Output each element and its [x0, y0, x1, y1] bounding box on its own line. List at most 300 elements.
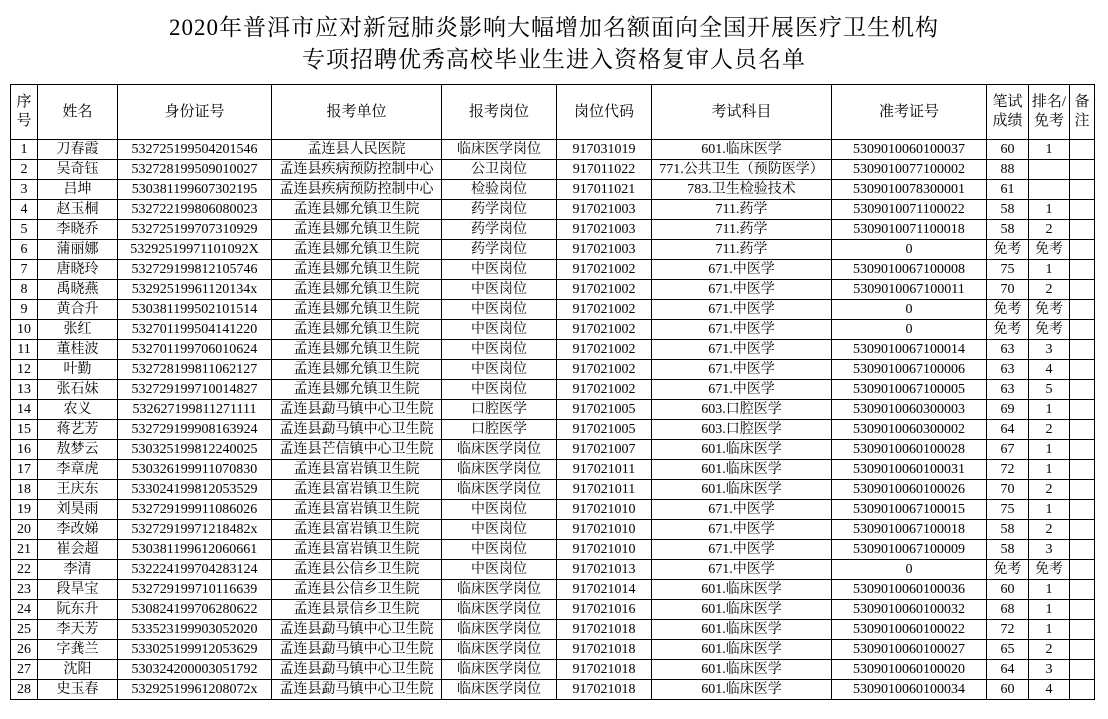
header-cell-position: 报考岗位: [442, 85, 557, 140]
header-cell-unit: 报考单位: [272, 85, 442, 140]
header-cell-note: 备注: [1070, 85, 1095, 140]
cell-name: 李晓乔: [38, 220, 118, 240]
cell-score: 75: [987, 500, 1029, 520]
cell-code: 917021016: [557, 600, 652, 620]
cell-code: 917021010: [557, 540, 652, 560]
cell-score: 61: [987, 180, 1029, 200]
cell-score: 64: [987, 420, 1029, 440]
cell-id: 530326199911070830: [118, 460, 272, 480]
cell-index: 7: [11, 260, 38, 280]
cell-subject: 671.中医学: [652, 300, 832, 320]
cell-note: [1070, 180, 1095, 200]
cell-rank: 1: [1029, 140, 1070, 160]
cell-index: 4: [11, 200, 38, 220]
cell-index: 15: [11, 420, 38, 440]
cell-id: 533024199812053529: [118, 480, 272, 500]
cell-name: 字龚兰: [38, 640, 118, 660]
cell-score: 88: [987, 160, 1029, 180]
cell-position: 中医岗位: [442, 280, 557, 300]
cell-score: 64: [987, 660, 1029, 680]
cell-score: 68: [987, 600, 1029, 620]
cell-position: 临床医学岗位: [442, 140, 557, 160]
cell-id: 530381199612060661: [118, 540, 272, 560]
cell-index: 3: [11, 180, 38, 200]
cell-name: 赵玉桐: [38, 200, 118, 220]
cell-unit: 孟连县娜允镇卫生院: [272, 220, 442, 240]
cell-code: 917021011: [557, 460, 652, 480]
cell-subject: 671.中医学: [652, 540, 832, 560]
cell-subject: 601.临床医学: [652, 580, 832, 600]
cell-index: 2: [11, 160, 38, 180]
cell-position: 中医岗位: [442, 520, 557, 540]
cell-unit: 孟连县勐马镇中心卫生院: [272, 420, 442, 440]
table-row: [11, 300, 1095, 320]
cell-note: [1070, 500, 1095, 520]
cell-name: 段旱宝: [38, 580, 118, 600]
cell-name: 叶勤: [38, 360, 118, 380]
cell-id: 532729199908163924: [118, 420, 272, 440]
cell-position: 口腔医学: [442, 400, 557, 420]
cell-subject: 671.中医学: [652, 340, 832, 360]
cell-note: [1070, 300, 1095, 320]
header-cell-id: 身份证号: [118, 85, 272, 140]
cell-ticket: 5309010060100028: [832, 440, 987, 460]
cell-note: [1070, 320, 1095, 340]
cell-score: 58: [987, 540, 1029, 560]
cell-score: 58: [987, 520, 1029, 540]
cell-name: 黄合升: [38, 300, 118, 320]
cell-unit: 孟连县勐马镇中心卫生院: [272, 400, 442, 420]
cell-unit: 孟连县富岩镇卫生院: [272, 540, 442, 560]
cell-unit: 孟连县娜允镇卫生院: [272, 280, 442, 300]
cell-index: 12: [11, 360, 38, 380]
cell-name: 蒲丽娜: [38, 240, 118, 260]
cell-ticket: 5309010060100032: [832, 600, 987, 620]
cell-name: 张石妹: [38, 380, 118, 400]
cell-unit: 孟连县疾病预防控制中心: [272, 180, 442, 200]
cell-subject: 711.药学: [652, 240, 832, 260]
cell-subject: 671.中医学: [652, 500, 832, 520]
cell-code: 917021003: [557, 240, 652, 260]
cell-code: 917021002: [557, 300, 652, 320]
table-header-row: [11, 85, 1095, 140]
cell-ticket: 0: [832, 300, 987, 320]
cell-ticket: 5309010060100027: [832, 640, 987, 660]
cell-position: 中医岗位: [442, 540, 557, 560]
cell-unit: 孟连县富岩镇卫生院: [272, 480, 442, 500]
cell-ticket: 0: [832, 320, 987, 340]
cell-unit: 孟连县娜允镇卫生院: [272, 300, 442, 320]
table-row: [11, 440, 1095, 460]
cell-index: 28: [11, 680, 38, 700]
cell-rank: [1029, 180, 1070, 200]
cell-index: 25: [11, 620, 38, 640]
cell-code: 917021013: [557, 560, 652, 580]
cell-rank: 4: [1029, 680, 1070, 700]
cell-index: 14: [11, 400, 38, 420]
cell-subject: 601.临床医学: [652, 140, 832, 160]
cell-index: 10: [11, 320, 38, 340]
table-row: [11, 240, 1095, 260]
table-row: [11, 640, 1095, 660]
cell-code: 917021002: [557, 280, 652, 300]
cell-rank: 2: [1029, 640, 1070, 660]
cell-score: 70: [987, 480, 1029, 500]
cell-note: [1070, 220, 1095, 240]
cell-subject: 601.临床医学: [652, 620, 832, 640]
header-cell-ticket: 准考证号: [832, 85, 987, 140]
cell-name: 史玉春: [38, 680, 118, 700]
cell-score: 60: [987, 680, 1029, 700]
cell-subject: 671.中医学: [652, 380, 832, 400]
cell-ticket: 5309010060100020: [832, 660, 987, 680]
header-cell-score: 笔试成绩: [987, 85, 1029, 140]
cell-name: 沈阳: [38, 660, 118, 680]
cell-id: 53292519971101092X: [118, 240, 272, 260]
cell-subject: 601.临床医学: [652, 600, 832, 620]
document-title-line2: 专项招聘优秀高校毕业生进入资格复审人员名单: [302, 47, 806, 72]
cell-score: 免考: [987, 320, 1029, 340]
cell-name: 王庆东: [38, 480, 118, 500]
cell-note: [1070, 340, 1095, 360]
cell-name: 崔会超: [38, 540, 118, 560]
cell-id: 532725199707310929: [118, 220, 272, 240]
cell-subject: 671.中医学: [652, 560, 832, 580]
cell-rank: 3: [1029, 540, 1070, 560]
cell-subject: 603.口腔医学: [652, 420, 832, 440]
cell-score: 75: [987, 260, 1029, 280]
cell-name: 李清: [38, 560, 118, 580]
cell-ticket: 5309010071100022: [832, 200, 987, 220]
cell-code: 917021003: [557, 220, 652, 240]
cell-index: 13: [11, 380, 38, 400]
table-row: [11, 280, 1095, 300]
table-row: [11, 160, 1095, 180]
cell-note: [1070, 380, 1095, 400]
cell-id: 533523199903052020: [118, 620, 272, 640]
cell-note: [1070, 440, 1095, 460]
cell-index: 23: [11, 580, 38, 600]
cell-name: 李章虎: [38, 460, 118, 480]
cell-note: [1070, 200, 1095, 220]
cell-id: 533025199912053629: [118, 640, 272, 660]
cell-position: 临床医学岗位: [442, 460, 557, 480]
cell-ticket: 5309010067100018: [832, 520, 987, 540]
cell-rank: 免考: [1029, 560, 1070, 580]
cell-ticket: 5309010067100005: [832, 380, 987, 400]
cell-position: 中医岗位: [442, 360, 557, 380]
cell-rank: 3: [1029, 660, 1070, 680]
cell-position: 公卫岗位: [442, 160, 557, 180]
cell-id: 532701199706010624: [118, 340, 272, 360]
cell-note: [1070, 680, 1095, 700]
cell-ticket: 5309010060100026: [832, 480, 987, 500]
cell-subject: 603.口腔医学: [652, 400, 832, 420]
cell-score: 65: [987, 640, 1029, 660]
cell-ticket: 0: [832, 240, 987, 260]
cell-subject: 671.中医学: [652, 320, 832, 340]
cell-id: 532729199710116639: [118, 580, 272, 600]
cell-note: [1070, 540, 1095, 560]
cell-note: [1070, 400, 1095, 420]
cell-score: 69: [987, 400, 1029, 420]
cell-unit: 孟连县疾病预防控制中心: [272, 160, 442, 180]
table-row: [11, 460, 1095, 480]
cell-subject: 783.卫生检验技术: [652, 180, 832, 200]
table-row: [11, 420, 1095, 440]
table-row: [11, 660, 1095, 680]
cell-position: 药学岗位: [442, 200, 557, 220]
cell-note: [1070, 600, 1095, 620]
cell-ticket: 5309010067100008: [832, 260, 987, 280]
cell-name: 董桂波: [38, 340, 118, 360]
cell-rank: 免考: [1029, 240, 1070, 260]
cell-score: 72: [987, 620, 1029, 640]
cell-subject: 671.中医学: [652, 520, 832, 540]
cell-code: 917031019: [557, 140, 652, 160]
cell-position: 临床医学岗位: [442, 640, 557, 660]
cell-rank: 2: [1029, 520, 1070, 540]
cell-id: 53272919971218482x: [118, 520, 272, 540]
cell-id: 530325199812240025: [118, 440, 272, 460]
cell-id: 532729199710014827: [118, 380, 272, 400]
cell-code: 917021005: [557, 400, 652, 420]
cell-subject: 601.临床医学: [652, 440, 832, 460]
cell-unit: 孟连县娜允镇卫生院: [272, 240, 442, 260]
cell-code: 917021011: [557, 480, 652, 500]
cell-subject: 671.中医学: [652, 260, 832, 280]
cell-id: 530324200003051792: [118, 660, 272, 680]
cell-unit: 孟连县富岩镇卫生院: [272, 460, 442, 480]
cell-name: 阮东升: [38, 600, 118, 620]
cell-score: 58: [987, 220, 1029, 240]
cell-rank: 1: [1029, 500, 1070, 520]
cell-note: [1070, 520, 1095, 540]
table-row: [11, 180, 1095, 200]
cell-score: 58: [987, 200, 1029, 220]
cell-index: 27: [11, 660, 38, 680]
cell-name: 蒋艺芳: [38, 420, 118, 440]
cell-rank: 2: [1029, 280, 1070, 300]
cell-unit: 孟连县娜允镇卫生院: [272, 320, 442, 340]
table-row: [11, 400, 1095, 420]
cell-rank: 1: [1029, 260, 1070, 280]
cell-code: 917021002: [557, 320, 652, 340]
cell-unit: 孟连县勐马镇中心卫生院: [272, 620, 442, 640]
cell-rank: 免考: [1029, 320, 1070, 340]
cell-rank: 1: [1029, 400, 1070, 420]
cell-code: 917021018: [557, 660, 652, 680]
cell-ticket: 0: [832, 560, 987, 580]
cell-rank: 5: [1029, 380, 1070, 400]
cell-code: 917021007: [557, 440, 652, 460]
header-cell-code: 岗位代码: [557, 85, 652, 140]
cell-index: 18: [11, 480, 38, 500]
cell-index: 1: [11, 140, 38, 160]
cell-id: 532728199811062127: [118, 360, 272, 380]
cell-score: 63: [987, 360, 1029, 380]
cell-ticket: 5309010067100014: [832, 340, 987, 360]
table-row: [11, 360, 1095, 380]
cell-index: 22: [11, 560, 38, 580]
cell-rank: 1: [1029, 460, 1070, 480]
cell-note: [1070, 620, 1095, 640]
cell-id: 53292519961120134x: [118, 280, 272, 300]
cell-name: 禹晓燕: [38, 280, 118, 300]
cell-id: 532725199504201546: [118, 140, 272, 160]
cell-note: [1070, 360, 1095, 380]
cell-code: 917011022: [557, 160, 652, 180]
cell-position: 药学岗位: [442, 220, 557, 240]
cell-code: 917021005: [557, 420, 652, 440]
table-row: [11, 560, 1095, 580]
cell-position: 口腔医学: [442, 420, 557, 440]
cell-ticket: 5309010060100022: [832, 620, 987, 640]
cell-name: 敖梦云: [38, 440, 118, 460]
cell-id: 530824199706280622: [118, 600, 272, 620]
cell-subject: 601.临床医学: [652, 640, 832, 660]
cell-note: [1070, 240, 1095, 260]
cell-ticket: 5309010060100034: [832, 680, 987, 700]
cell-unit: 孟连县娜允镇卫生院: [272, 360, 442, 380]
cell-ticket: 5309010077100002: [832, 160, 987, 180]
cell-ticket: 5309010060100036: [832, 580, 987, 600]
cell-position: 中医岗位: [442, 340, 557, 360]
cell-ticket: 5309010078300001: [832, 180, 987, 200]
cell-ticket: 5309010060100031: [832, 460, 987, 480]
cell-index: 20: [11, 520, 38, 540]
cell-subject: 711.药学: [652, 200, 832, 220]
cell-code: 917021014: [557, 580, 652, 600]
cell-position: 中医岗位: [442, 260, 557, 280]
cell-id: 532701199504141220: [118, 320, 272, 340]
cell-unit: 孟连县公信乡卫生院: [272, 580, 442, 600]
cell-name: 李天芳: [38, 620, 118, 640]
cell-score: 70: [987, 280, 1029, 300]
cell-unit: 孟连县芒信镇中心卫生院: [272, 440, 442, 460]
cell-id: 53292519961208072x: [118, 680, 272, 700]
cell-unit: 孟连县人民医院: [272, 140, 442, 160]
cell-code: 917021010: [557, 500, 652, 520]
cell-code: 917011021: [557, 180, 652, 200]
table-row: [11, 220, 1095, 240]
cell-position: 临床医学岗位: [442, 440, 557, 460]
cell-subject: 601.临床医学: [652, 680, 832, 700]
cell-name: 张红: [38, 320, 118, 340]
header-cell-subject: 考试科目: [652, 85, 832, 140]
cell-name: 吕坤: [38, 180, 118, 200]
cell-name: 刀春霞: [38, 140, 118, 160]
cell-score: 63: [987, 380, 1029, 400]
cell-ticket: 5309010067100011: [832, 280, 987, 300]
cell-note: [1070, 140, 1095, 160]
cell-subject: 711.药学: [652, 220, 832, 240]
cell-id: 532224199704283124: [118, 560, 272, 580]
cell-unit: 孟连县勐马镇中心卫生院: [272, 660, 442, 680]
cell-rank: 2: [1029, 480, 1070, 500]
cell-unit: 孟连县富岩镇卫生院: [272, 500, 442, 520]
cell-subject: 601.临床医学: [652, 480, 832, 500]
cell-rank: 2: [1029, 420, 1070, 440]
cell-rank: 1: [1029, 440, 1070, 460]
cell-name: 李改娣: [38, 520, 118, 540]
cell-code: 917021002: [557, 260, 652, 280]
cell-unit: 孟连县景信乡卫生院: [272, 600, 442, 620]
cell-rank: 1: [1029, 200, 1070, 220]
table-row: [11, 540, 1095, 560]
cell-ticket: 5309010060100037: [832, 140, 987, 160]
cell-note: [1070, 260, 1095, 280]
cell-position: 临床医学岗位: [442, 620, 557, 640]
cell-index: 21: [11, 540, 38, 560]
cell-index: 8: [11, 280, 38, 300]
cell-rank: 2: [1029, 220, 1070, 240]
cell-position: 检验岗位: [442, 180, 557, 200]
cell-code: 917021002: [557, 380, 652, 400]
cell-name: 吴奇钰: [38, 160, 118, 180]
cell-ticket: 5309010060300002: [832, 420, 987, 440]
cell-id: 532627199811271111: [118, 400, 272, 420]
cell-unit: 孟连县娜允镇卫生院: [272, 340, 442, 360]
cell-rank: 1: [1029, 600, 1070, 620]
document-title: [0, 12, 1108, 76]
cell-note: [1070, 580, 1095, 600]
cell-note: [1070, 560, 1095, 580]
table-row: [11, 340, 1095, 360]
cell-code: 917021002: [557, 360, 652, 380]
table-head: [11, 85, 1095, 140]
cell-name: 唐晓玲: [38, 260, 118, 280]
cell-id: 532728199509010027: [118, 160, 272, 180]
cell-id: 530381199607302195: [118, 180, 272, 200]
cell-position: 临床医学岗位: [442, 680, 557, 700]
cell-unit: 孟连县娜允镇卫生院: [272, 380, 442, 400]
cell-code: 917021002: [557, 340, 652, 360]
cell-rank: 1: [1029, 620, 1070, 640]
cell-subject: 671.中医学: [652, 280, 832, 300]
cell-ticket: 5309010067100006: [832, 360, 987, 380]
cell-ticket: 5309010067100015: [832, 500, 987, 520]
cell-id: 532729199911086026: [118, 500, 272, 520]
cell-index: 11: [11, 340, 38, 360]
cell-score: 免考: [987, 240, 1029, 260]
table-row: [11, 380, 1095, 400]
cell-ticket: 5309010060300003: [832, 400, 987, 420]
table-row: [11, 520, 1095, 540]
cell-note: [1070, 640, 1095, 660]
cell-index: 26: [11, 640, 38, 660]
cell-unit: 孟连县富岩镇卫生院: [272, 520, 442, 540]
cell-note: [1070, 660, 1095, 680]
cell-code: 917021018: [557, 640, 652, 660]
cell-note: [1070, 280, 1095, 300]
cell-score: 60: [987, 140, 1029, 160]
cell-position: 临床医学岗位: [442, 480, 557, 500]
cell-index: 9: [11, 300, 38, 320]
header-cell-name: 姓名: [38, 85, 118, 140]
cell-code: 917021018: [557, 620, 652, 640]
roster-table: [10, 84, 1095, 700]
cell-id: 532729199812105746: [118, 260, 272, 280]
cell-ticket: 5309010067100009: [832, 540, 987, 560]
cell-index: 5: [11, 220, 38, 240]
cell-position: 中医岗位: [442, 500, 557, 520]
table-row: [11, 320, 1095, 340]
cell-score: 72: [987, 460, 1029, 480]
cell-subject: 671.中医学: [652, 360, 832, 380]
cell-id: 530381199502101514: [118, 300, 272, 320]
cell-score: 63: [987, 340, 1029, 360]
